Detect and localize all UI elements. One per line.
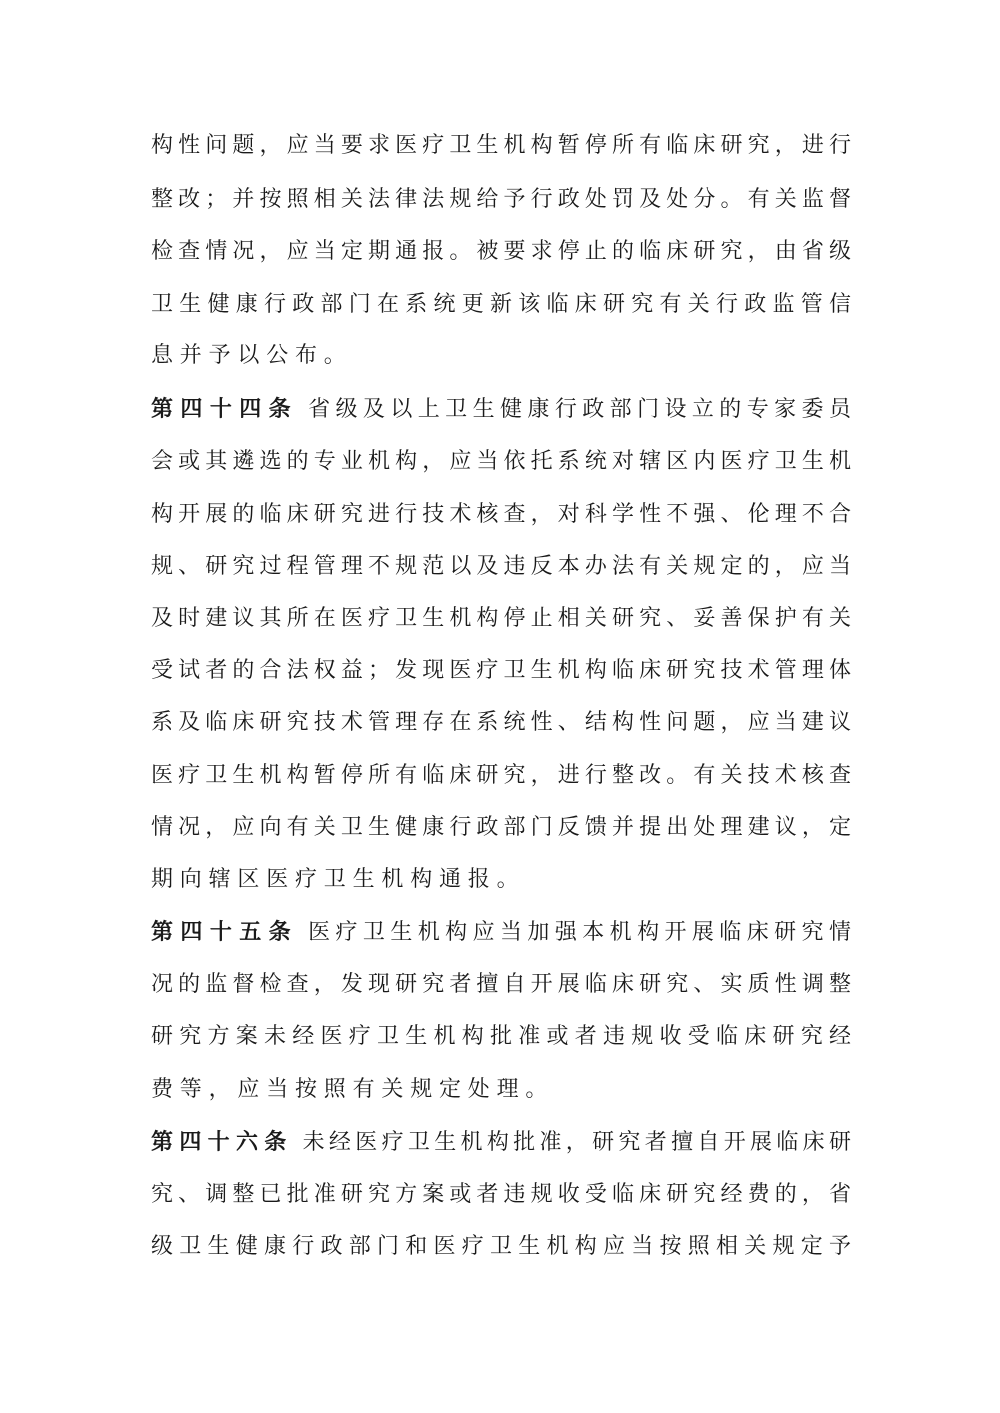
line-text: 研究方案未经医疗卫生机构批准或者违规收受临床研究经 — [151, 1024, 851, 1049]
article-heading: 第四十四条 — [151, 397, 299, 422]
text-line — [151, 495, 851, 535]
text-line — [151, 860, 851, 900]
article-45-line — [151, 913, 851, 953]
article-44-line — [151, 390, 851, 430]
line-text: 期向辖区医疗卫生机构通报。 — [151, 867, 526, 892]
text-line — [151, 1175, 851, 1215]
line-text: 医疗卫生机构应当加强本机构开展临床研究情 — [308, 920, 851, 945]
text-line — [151, 232, 851, 272]
article-heading: 第四十五条 — [151, 920, 299, 945]
text-line — [151, 336, 851, 376]
text-line — [151, 808, 851, 848]
line-text: 省级及以上卫生健康行政部门设立的专家委员 — [308, 397, 851, 422]
line-text: 及时建议其所在医疗卫生机构停止相关研究、妥善保护有关 — [151, 606, 851, 631]
line-text: 构性问题，应当要求医疗卫生机构暂停所有临床研究，进行 — [151, 133, 851, 158]
line-text: 医疗卫生机构暂停所有临床研究，进行整改。有关技术核查 — [151, 763, 851, 788]
line-text: 情况，应向有关卫生健康行政部门反馈并提出处理建议，定 — [151, 815, 851, 840]
text-line — [151, 756, 851, 796]
line-text: 况的监督检查，发现研究者擅自开展临床研究、实质性调整 — [151, 972, 851, 997]
line-text: 规、研究过程管理不规范以及违反本办法有关规定的，应当 — [151, 554, 851, 579]
text-line — [151, 1227, 851, 1267]
text-line — [151, 599, 851, 639]
text-line — [151, 180, 851, 220]
line-text: 构开展的临床研究进行技术核查，对科学性不强、伦理不合 — [151, 502, 851, 527]
line-text: 息并予以公布。 — [151, 343, 353, 368]
text-line — [151, 651, 851, 691]
line-text: 整改；并按照相关法律法规给予行政处罚及处分。有关监督 — [151, 187, 851, 212]
article-heading: 第四十六条 — [151, 1130, 293, 1155]
line-text: 究、调整已批准研究方案或者违规收受临床研究经费的，省 — [151, 1182, 851, 1207]
text-line — [151, 1070, 851, 1110]
text-line — [151, 442, 851, 482]
line-text: 受试者的合法权益；发现医疗卫生机构临床研究技术管理体 — [151, 658, 851, 683]
line-text: 检查情况，应当定期通报。被要求停止的临床研究，由省级 — [151, 239, 851, 264]
text-line — [151, 1017, 851, 1057]
line-text: 系及临床研究技术管理存在系统性、结构性问题，应当建议 — [151, 710, 851, 735]
text-line — [151, 285, 851, 325]
text-line — [151, 547, 851, 587]
text-line — [151, 126, 851, 166]
line-text: 会或其遴选的专业机构，应当依托系统对辖区内医疗卫生机 — [151, 449, 851, 474]
article-46-line — [151, 1123, 851, 1163]
text-line — [151, 965, 851, 1005]
line-text: 级卫生健康行政部门和医疗卫生机构应当按照相关规定予 — [151, 1234, 851, 1259]
text-line — [151, 703, 851, 743]
line-text: 卫生健康行政部门在系统更新该临床研究有关行政监管信 — [151, 292, 851, 317]
line-text: 费等，应当按照有关规定处理。 — [151, 1077, 555, 1102]
line-text: 未经医疗卫生机构批准，研究者擅自开展临床研 — [302, 1130, 851, 1155]
